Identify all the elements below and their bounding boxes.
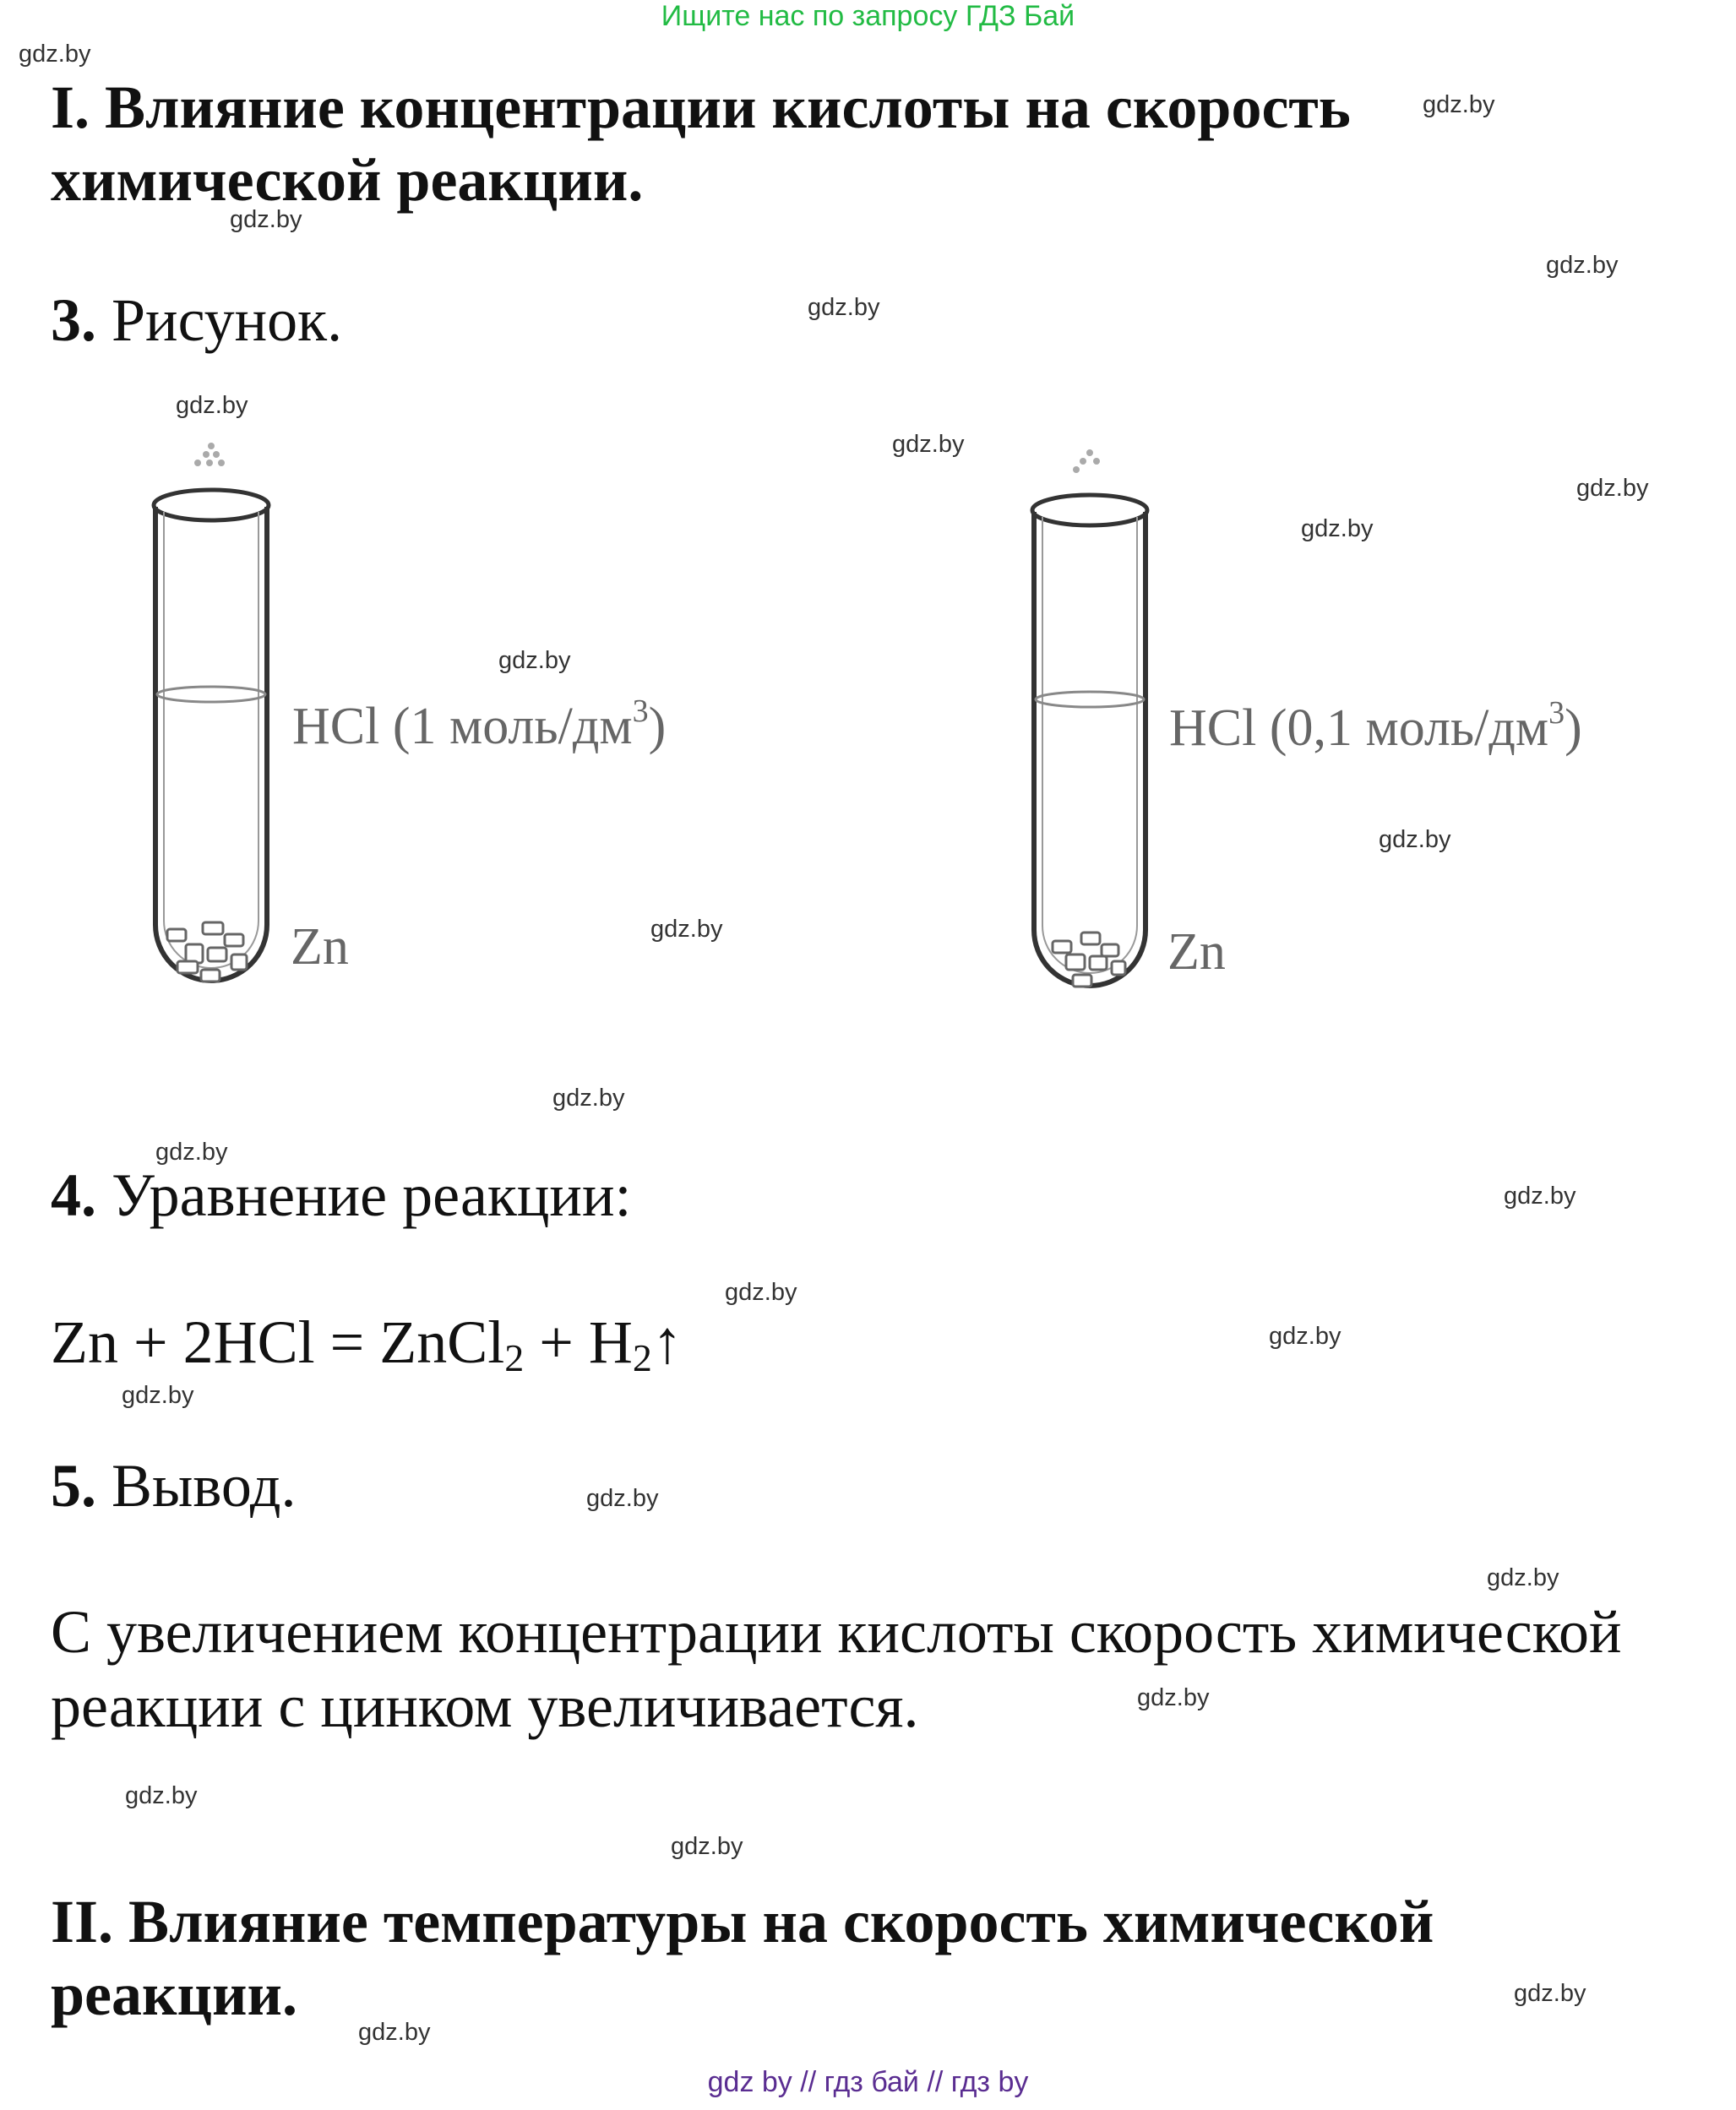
acid-label-left-power: 3 [632, 693, 649, 729]
conclusion-text [51, 1595, 1622, 1743]
watermark: gdz.by [1379, 826, 1451, 853]
watermark: gdz.by [892, 431, 965, 458]
watermark: gdz.by [1423, 91, 1495, 118]
watermark: gdz.by [1504, 1183, 1576, 1210]
section-1-title [51, 71, 1351, 216]
gas-arrow-icon: ↑ [651, 1308, 683, 1376]
watermark: gdz.by [1269, 1323, 1341, 1350]
item-5-heading [51, 1451, 296, 1521]
item-4-heading [51, 1161, 631, 1231]
reaction-equation [51, 1308, 683, 1380]
acid-label-left [292, 693, 666, 757]
equation-part-2: + H [524, 1308, 633, 1376]
watermark: gdz.by [650, 916, 723, 943]
watermark: gdz.by [808, 294, 880, 321]
section-2-title-line1: II. Влияние температуры на скорость химической [51, 1888, 1434, 1955]
acid-label-left-suffix: ) [648, 698, 667, 755]
acid-label-right [1169, 694, 1582, 759]
test-tube-left [144, 439, 287, 997]
watermark: gdz.by [1514, 1980, 1586, 2007]
acid-label-left-prefix: HCl (1 моль/дм [292, 698, 633, 755]
watermark: gdz.by [1546, 252, 1619, 279]
equation-subscript-2: 2 [632, 1336, 652, 1379]
watermark: gdz.by [230, 206, 302, 233]
watermark: gdz.by [1301, 515, 1374, 542]
watermark: gdz.by [1487, 1564, 1559, 1591]
search-banner[interactable]: Ищите нас по запросу ГДЗ Бай [661, 0, 1075, 32]
equation-part-1: Zn + 2HCl = ZnCl [51, 1308, 505, 1376]
section-2-title-line2: реакции. [51, 1960, 297, 2028]
watermark: gdz.by [1576, 475, 1649, 502]
equation-subscript-1: 2 [504, 1336, 525, 1379]
item-4-text: Уравнение реакции: [112, 1161, 632, 1229]
watermark: gdz.by [155, 1139, 228, 1166]
test-tube-right [1022, 444, 1166, 1002]
section-2-title [51, 1885, 1434, 2031]
watermark: gdz.by [498, 647, 571, 674]
metal-label-right: Zn [1167, 923, 1226, 981]
item-3-number: 3. [51, 286, 96, 354]
conclusion-line1: С увеличением концентрации кислоты скорость химической [51, 1598, 1622, 1666]
item-5-text: Вывод. [112, 1452, 297, 1520]
watermark: gdz.by [1137, 1684, 1210, 1711]
acid-label-right-power: 3 [1548, 695, 1565, 731]
watermark: gdz.by [671, 1833, 743, 1860]
watermark: gdz.by [122, 1382, 194, 1409]
item-4-number: 4. [51, 1161, 96, 1229]
watermark: gdz.by [725, 1279, 797, 1306]
watermark: gdz.by [125, 1782, 198, 1809]
acid-label-right-prefix: HCl (0,1 моль/дм [1169, 699, 1549, 757]
acid-label-right-suffix: ) [1565, 699, 1582, 757]
item-5-number: 5. [51, 1452, 96, 1520]
metal-label-left: Zn [291, 918, 349, 976]
watermark: gdz.by [19, 41, 91, 68]
item-3-heading [51, 286, 342, 356]
section-1-title-line1: I. Влияние концентрации кислоты на скорость [51, 73, 1351, 141]
watermark: gdz.by [586, 1485, 659, 1512]
watermark: gdz.by [552, 1085, 625, 1112]
item-3-text: Рисунок. [112, 286, 343, 354]
conclusion-line2: реакции с цинком увеличивается. [51, 1672, 919, 1740]
footer-links[interactable]: gdz by // гдз бай // гдз by [707, 2066, 1029, 2098]
watermark: gdz.by [358, 2019, 431, 2046]
watermark: gdz.by [176, 392, 248, 419]
section-1-title-line2: химической реакции. [51, 146, 644, 214]
